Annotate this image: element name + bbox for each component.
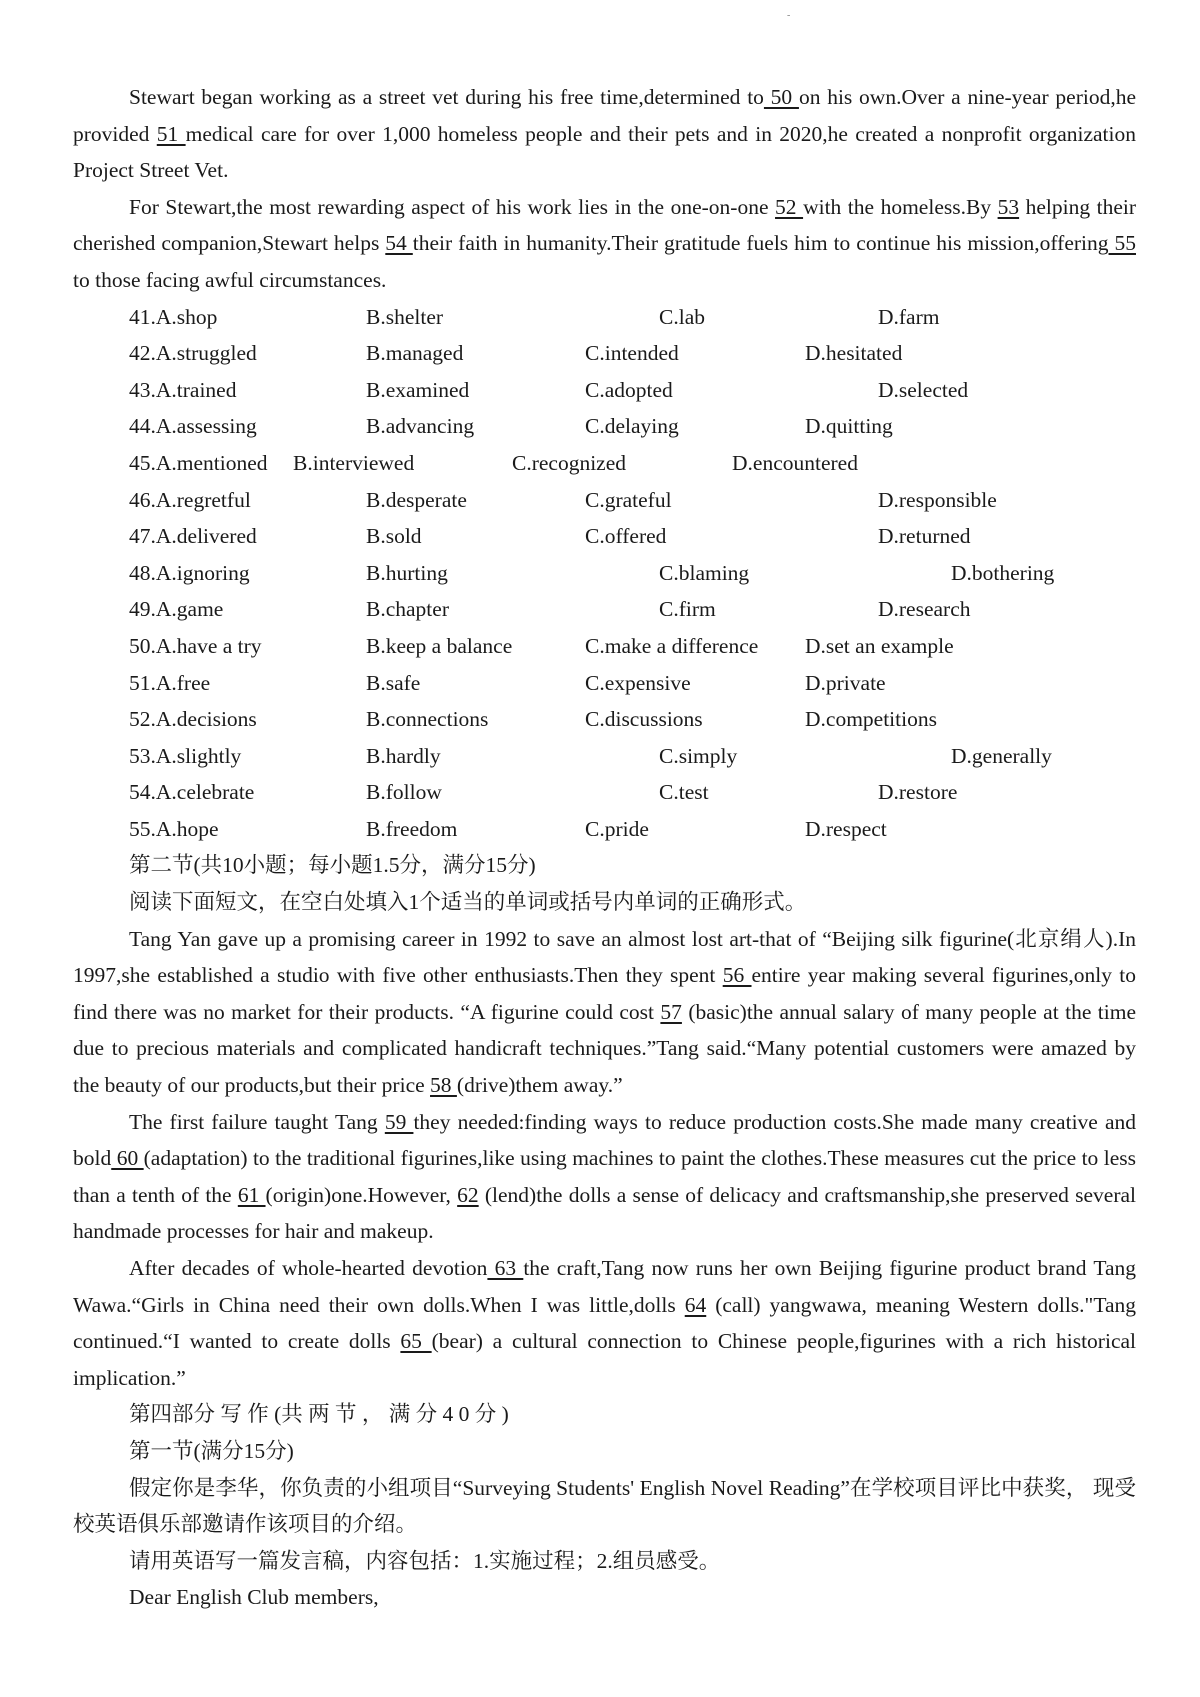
option-row-51	[73, 665, 1136, 702]
option-c: C.expensive	[585, 670, 691, 695]
option-b: B.hardly	[366, 743, 441, 768]
blank-59: 59	[384, 1109, 414, 1134]
option-d: D.responsible	[878, 487, 997, 512]
option-c: C.discussions	[585, 707, 703, 732]
option-d: D.returned	[878, 524, 971, 549]
option-row-55	[73, 811, 1136, 848]
option-b: B.shelter	[366, 304, 444, 329]
option-a: 49.A.game	[129, 597, 224, 622]
blank-58: 58	[430, 1073, 457, 1098]
blank-53: 53	[997, 194, 1020, 219]
option-c: C.simply	[659, 743, 738, 768]
option-row-49	[73, 591, 1136, 628]
option-a: 44.A.assessing	[129, 414, 257, 439]
passage-paragraph-tang-2: The first failure taught Tang 59 they needed:finding ways to reduce production costs.She made many creative and bold 60 (adaptation) to the traditional figurines,like using machines to paint the clothes.These measures cut the price to less than a tenth of the 61 (origin)one.However, 62 (lend)the dolls a sense of delicacy and craftsmanship,she preserved several handmade processes for hair and makeup.	[73, 1109, 1137, 1244]
option-a: 46.A.regretful	[129, 487, 251, 512]
option-c: C.pride	[585, 816, 649, 841]
option-c: C.grateful	[585, 487, 672, 512]
option-c: C.firm	[659, 597, 716, 622]
option-d: D.private	[805, 670, 886, 695]
option-a: 55.A.hope	[129, 816, 219, 841]
option-row-41	[73, 299, 1136, 336]
option-a: 52.A.decisions	[129, 707, 257, 732]
blank-65: 65	[400, 1329, 432, 1354]
option-d: D.competitions	[805, 707, 937, 732]
option-b: B.managed	[366, 341, 464, 366]
option-a: 45.A.mentioned	[129, 450, 268, 475]
blank-63: 63	[487, 1256, 524, 1280]
option-d: D.encountered	[732, 450, 858, 475]
option-row-44	[73, 408, 1136, 445]
option-d: D.quitting	[805, 414, 893, 439]
blank-51: 51	[156, 121, 186, 146]
option-a: 41.A.shop	[129, 304, 218, 329]
option-a: 54.A.celebrate	[129, 780, 255, 805]
option-b: B.connections	[366, 707, 489, 732]
option-row-46	[73, 482, 1136, 519]
option-c: C.blaming	[659, 560, 750, 585]
option-c: C.delaying	[585, 414, 679, 439]
blank-56: 56	[722, 963, 752, 988]
writing-task: 假定你是李华，你负责的小组项目“Surveying Students' English Novel Reading”在学校项目评比中获奖， 现受校英语俱乐部邀请作该项目的介绍。	[73, 1475, 1136, 1537]
passage-paragraph-tang-3: After decades of whole-hearted devotion 63 the craft,Tang now runs her own Beijing figurine product brand Tang Wawa.“Girls in China need their own dolls.When I was little,dolls 64 (call) yangwawa, meaning Western dolls."Tang continued.“I wanted to create dolls 65 (bear) a cultural connection to Chinese people,figurines with a rich historical implication.”	[73, 1256, 1137, 1390]
option-row-43	[73, 372, 1136, 409]
option-b: B.freedom	[366, 816, 458, 841]
option-d: D.hesitated	[805, 341, 903, 366]
option-a: 50.A.have a try	[129, 633, 262, 658]
option-b: B.chapter	[366, 597, 449, 622]
option-a: 51.A.free	[129, 670, 211, 695]
blank-60: 60	[111, 1146, 144, 1171]
option-b: B.follow	[366, 780, 442, 805]
section2-instruction: 阅读下面短文，在空白处填入1个适当的单词或括号内单词的正确形式。	[129, 890, 807, 915]
option-a: 53.A.slightly	[129, 743, 242, 768]
blank-57: 57	[660, 999, 682, 1024]
options-list	[73, 299, 1136, 848]
option-a: 42.A.struggled	[129, 341, 257, 366]
option-c: C.intended	[585, 341, 679, 366]
option-d: D.set an example	[805, 633, 954, 658]
option-a: 43.A.trained	[129, 377, 237, 402]
section2-heading: 第二节(共10小题；每小题1.5分，满分15分)	[129, 853, 536, 878]
part4-sub-heading: 第一节(满分15分)	[129, 1438, 294, 1463]
option-d: D.respect	[805, 816, 887, 841]
option-d: D.generally	[951, 743, 1052, 768]
option-d: D.bothering	[951, 560, 1055, 585]
blank-52: 52	[775, 194, 804, 219]
option-b: B.hurting	[366, 560, 448, 585]
option-d: D.research	[878, 597, 971, 622]
option-b: B.sold	[366, 524, 422, 549]
part4-heading: 第四部分 写 作 (共 两 节 ， 满 分 4 0 分 )	[129, 1402, 509, 1427]
option-row-54	[73, 774, 1136, 811]
passage-paragraph-tang-1: Tang Yan gave up a promising career in 1992 to save an almost lost art-that of “Beijing silk figurine(北京绢人).In 1997,she established a studio with five other enthusiasts.Then they spent 56 entire year making several figurines,only to find there was no market for their products. “A figurine could cost 57 (basic)the annual salary of many people at the time due to precious materials and complicated handicraft techniques.”Tang said.“Many potential customers were amazed by the beauty of our products,but their price 58 (drive)them away.”	[73, 926, 1136, 1098]
blank-55: 55	[1108, 231, 1136, 256]
option-b: B.desperate	[366, 487, 467, 512]
option-b: B.safe	[366, 670, 421, 695]
option-row-53	[73, 738, 1136, 775]
option-c: C.adopted	[585, 377, 673, 402]
blank-50: 50	[763, 85, 799, 109]
blank-54: 54	[385, 231, 413, 256]
option-b: B.examined	[366, 377, 470, 402]
option-d: D.farm	[878, 304, 940, 329]
option-b: B.keep a balance	[366, 633, 513, 658]
writing-requirements: 请用英语写一篇发言稿，内容包括：1.实施过程；2.组员感受。	[129, 1548, 721, 1573]
passage-paragraph-stewart-1: Stewart began working as a street vet during his free time,determined to 50 on his own.Over a nine-year period,he provided 51 medical care for over 1,000 homeless people and their pets and in 2020,he created a nonprofit organization Project Street Vet.	[73, 85, 1136, 183]
option-row-45	[73, 445, 1136, 482]
option-row-47	[73, 518, 1136, 555]
option-c: C.make a difference	[585, 633, 759, 658]
option-c: C.test	[659, 780, 709, 805]
option-c: C.offered	[585, 524, 667, 549]
option-row-52	[73, 701, 1136, 738]
option-c: C.recognized	[512, 450, 627, 475]
top-mark: -	[787, 10, 791, 21]
page-content	[73, 79, 1136, 1616]
option-row-48	[73, 555, 1136, 592]
blank-61: 61	[237, 1182, 266, 1207]
blank-62: 62	[457, 1182, 479, 1207]
blank-64: 64	[684, 1292, 707, 1317]
option-a: 48.A.ignoring	[129, 560, 250, 585]
option-d: D.selected	[878, 377, 969, 402]
option-a: 47.A.delivered	[129, 524, 257, 549]
option-b: B.interviewed	[293, 450, 415, 475]
option-b: B.advancing	[366, 414, 475, 439]
option-row-42	[73, 335, 1136, 372]
passage-paragraph-stewart-2: For Stewart,the most rewarding aspect of his work lies in the one-on-one 52 with the homeless.By 53 helping their cherished companion,Stewart helps 54 their faith in humanity.Their gratitude fuels him to continue his mission,offering 55 to those facing awful circumstances.	[73, 194, 1137, 292]
option-d: D.restore	[878, 780, 958, 805]
option-row-50	[73, 628, 1136, 665]
option-c: C.lab	[659, 304, 705, 329]
letter-salutation: Dear English Club members,	[129, 1585, 379, 1610]
